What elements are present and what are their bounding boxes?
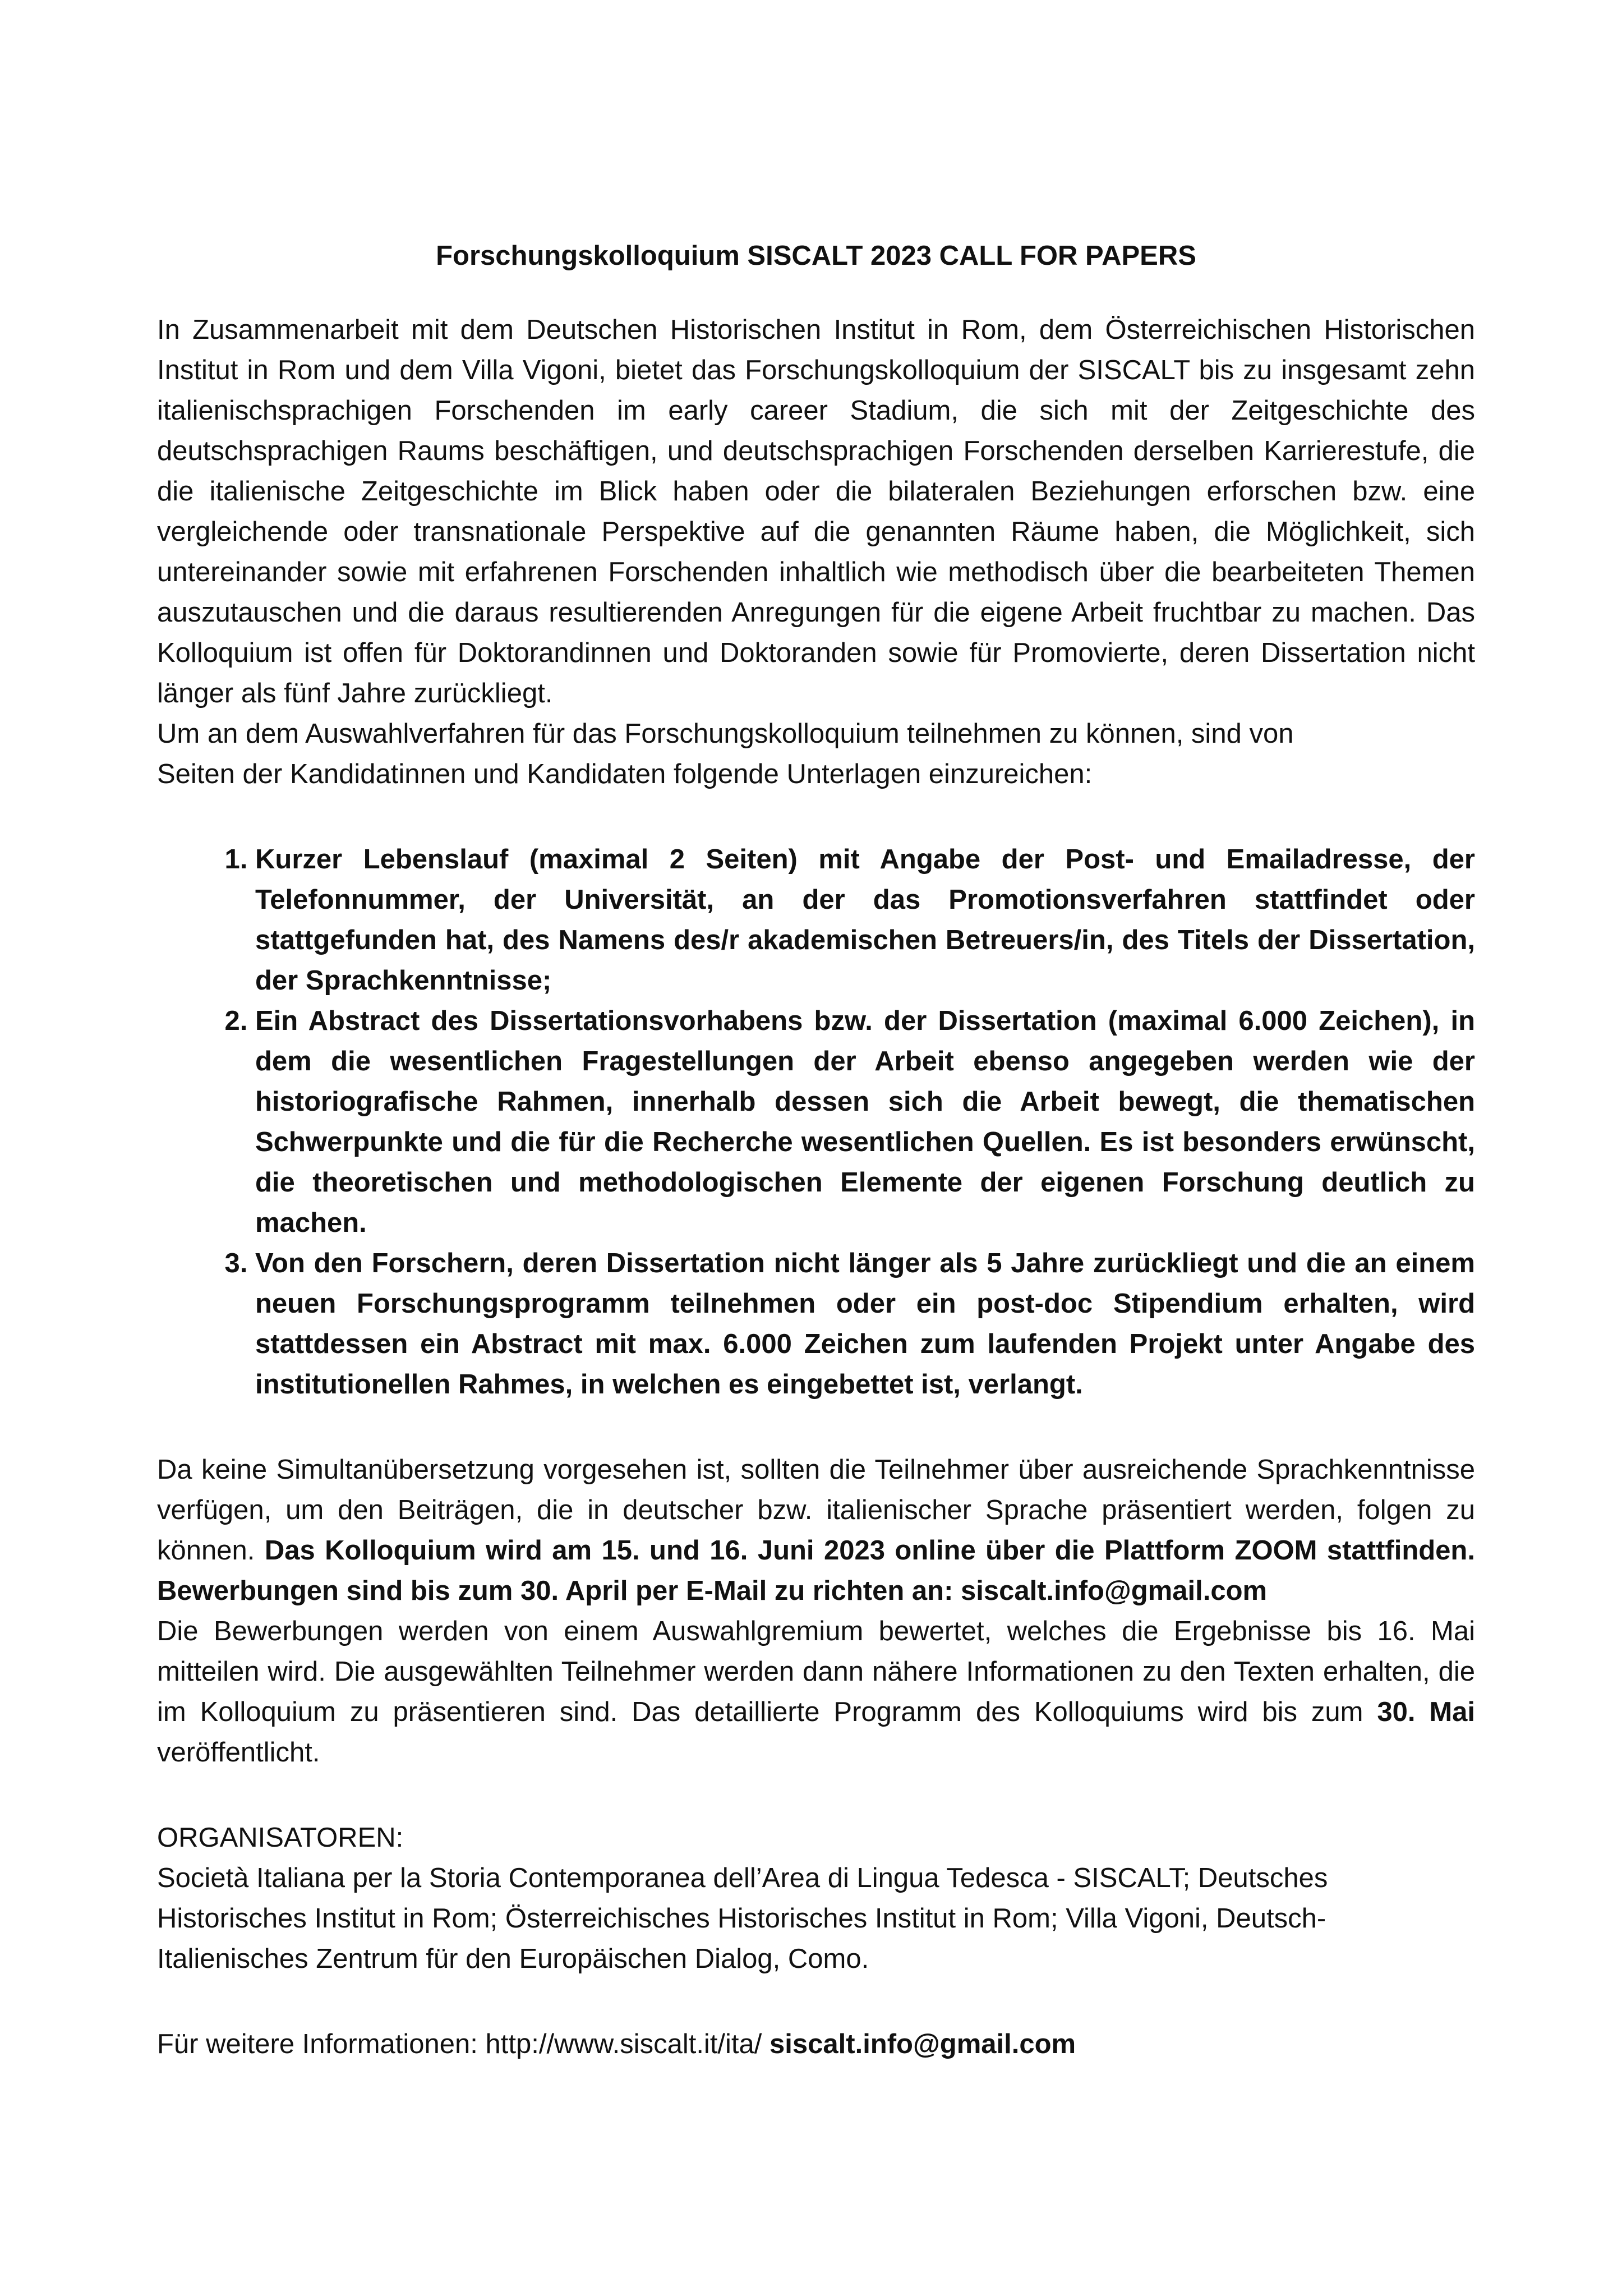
contact-email: siscalt.info@gmail.com bbox=[769, 2029, 1076, 2059]
contact-line bbox=[157, 2024, 1475, 2064]
organizers-line-2: Historisches Institut in Rom; Österreichisches Historisches Institut in Rom; Villa Vigoni, Deutsch- bbox=[157, 1903, 1326, 1934]
document-content bbox=[157, 236, 1475, 2064]
requirements-list bbox=[157, 839, 1475, 1405]
organizers-heading: ORGANISATOREN: bbox=[157, 1823, 404, 1853]
evaluation-paragraph bbox=[157, 1611, 1475, 1773]
program-date: 30. Mai bbox=[1377, 1697, 1476, 1727]
evaluation-end: veröffentlicht. bbox=[157, 1737, 320, 1768]
requirement-item: 3. Von den Forschern, deren Dissertation nicht länger als 5 Jahre zurückliegt und die an einem neuen Forschungsprogramm teilnehmen oder ein post-doc Stipendium erhalten, wird stattdessen ein Abstract mit max. 6.000 Zeichen zum laufenden Projekt unter Angabe des institutionellen Rahmes, in welchen es eingebettet ist, verlangt. bbox=[255, 1243, 1475, 1405]
procedure-line-1: Um an dem Auswahlverfahren für das Forschungskolloquium teilnehmen zu können, sind von bbox=[157, 719, 1294, 749]
event-dates-and-deadline: Das Kolloquium wird am 15. und 16. Juni 2023 online über die Plattform ZOOM stattfinden. Bewerbungen sind bis zum 30. April per E-Mail zu richten an: siscalt.info@gmail.com bbox=[157, 1535, 1475, 1606]
language-paragraph bbox=[157, 1450, 1475, 1611]
requirement-item: 2. Ein Abstract des Dissertationsvorhabens bzw. der Dissertation (maximal 6.000 Zeichen), in dem die wesentlichen Fragestellungen der Arbeit ebenso angegeben werden wie der historiografische Rahmen, innerhalb dessen sich die Arbeit bewegt, die thematischen Schwerpunkte und die für die Recherche wesentlichen Quellen. Es ist besonders erwünscht, die theoretischen und methodologischen Elemente der eigenen Forschung deutlich zu machen. bbox=[255, 1001, 1475, 1243]
document-title: Forschungskolloquium SISCALT 2023 CALL FOR PAPERS bbox=[436, 241, 1196, 271]
evaluation-text: Die Bewerbungen werden von einem Auswahlgremium bewertet, welches die Ergebnisse bis 16. Mai mitteilen wird. Die ausgewählten Teilnehmer werden dann nähere Informationen zu den Texten erhalten, die im Kolloquium zu präsentieren sind. Das detaillierte Programm des Kolloquiums wird bis zum bbox=[157, 1616, 1475, 1727]
language-text: Da keine Simultanübersetzung vorgesehen ist, sollten die Teilnehmer über ausreichende Sprachkenntnisse verfügen, um den Beiträgen, die in deutscher bzw. italienischer Sprache präsentiert werden, folgen zu können. bbox=[157, 1455, 1475, 1566]
organizers-line-3: Italienisches Zentrum für den Europäischen Dialog, Como. bbox=[157, 1944, 869, 1974]
organizers-line-1: Società Italiana per la Storia Contemporanea dell’Area di Lingua Tedesca - SISCALT; Deutsches bbox=[157, 1863, 1328, 1893]
requirement-item: 1. Kurzer Lebenslauf (maximal 2 Seiten) mit Angabe der Post- und Emailadresse, der Telefonnummer, der Universität, an der das Promotionsverfahren stattfindet oder stattgefunden hat, des Namens des/r akademischen Betreuers/in, des Titels der Dissertation, der Sprachkenntnisse; bbox=[255, 839, 1475, 1001]
contact-label: Für weitere Informationen: http://www.siscalt.it/ita/ bbox=[157, 2029, 770, 2059]
intro-paragraph: In Zusammenarbeit mit dem Deutschen Historischen Institut in Rom, dem Österreichischen Historischen Institut in Rom und dem Villa Vigoni, bietet das Forschungskolloquium der SISCALT bis zu insgesamt zehn italienischsprachigen Forschenden im early career Stadium, die sich mit der Zeitgeschichte des deutschsprachigen Raums beschäftigen, und deutschsprachigen Forschenden derselben Karrierestufe, die die italienische Zeitgeschichte im Blick haben oder die bilateralen Beziehungen erforschen bzw. eine vergleichende oder transnationale Perspektive auf die genannten Räume haben, die Möglichkeit, sich untereinander sowie mit erfahrenen Forschenden inhaltlich wie methodisch über die bearbeiteten Themen auszutauschen und die daraus resultierenden Anregungen für die eigene Arbeit fruchtbar zu machen. Das Kolloquium ist offen für Doktorandinnen und Doktoranden sowie für Promovierte, deren Dissertation nicht länger als fünf Jahre zurückliegt. bbox=[157, 315, 1475, 708]
procedure-line-2: Seiten der Kandidatinnen und Kandidaten folgende Unterlagen einzureichen: bbox=[157, 759, 1093, 789]
